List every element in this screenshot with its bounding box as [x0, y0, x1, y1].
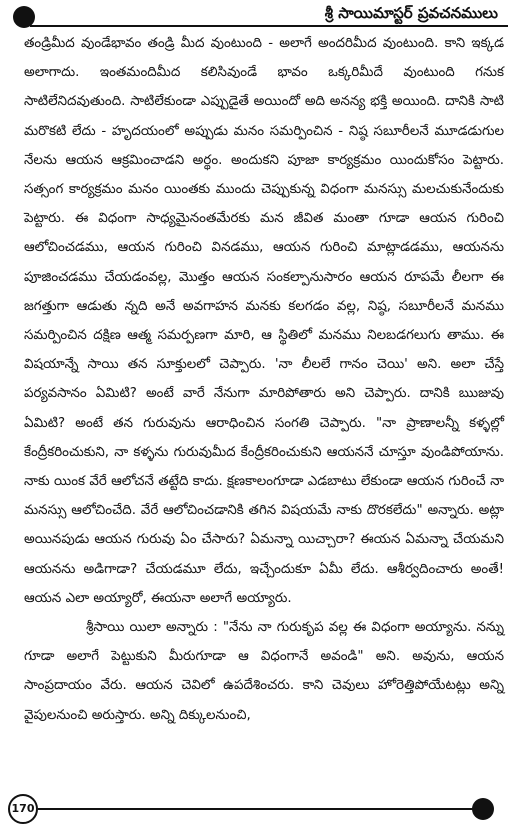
paragraph-1: తండ్రిమీద వుండేభావం తండ్రి మీద వుంటుంది - అలాగే అందరిమీద వుంటుంది. కాని ఇక్కడ అలాగాదు. ఇంతమందిమీద కలిసివుండే భావం ఒక్కరిమీదే వుంటుంది గనుక సాటిలేనిదవుతుంది. సాటిలేకుండా ఎప్పుడైతే అయిందో అది అనన్య భక్తి అయింది. దానికి సాటి మరొకటి లేదు - హృదయంలో అప్పుడు మనం సమర్పించిన - నిష్ఠ సబూరీలనే మూడడుగుల నేలను ఆయన ఆక్రమించాడని అర్థం. అందుకని పూజా కార్యక్రమం యిందుకోసం పెట్టారు. సత్సంగ కార్యక్రమం మనం యింతకు ముందు చెప్పుకున్న విధంగా మనస్సు మలచుకునేందుకు పెట్టారు. ఈ విధంగా సాధ్యమైనంతమేరకు మన జీవిత మంతా గూడా ఆయన గురించి ఆలోచించడము, ఆయన గురించి వినడము, ఆయన గురించి మాట్లాడడము, ఆయనను పూజించడము చేయడంవల్ల, మొత్తం ఆయన సంకల్పానుసారం ఆయన రూపమే లీలగా ఈ జగత్తుగా ఆడుతు న్నది అనే అవగాహన మనకు కలగడం వల్ల, నిష్ఠ, సబూరీలనే మనము సమర్పించిన దక్షిణ ఆత్మ సమర్పణగా మారి, ఆ స్థితిలో మనము నిలబడగలుగు తాము. ఈ విషయాన్నే సాయి తన సూక్తులలో చెప్పారు. 'నా లీలలే గానం చెయి' అని. అలా చేస్తే పర్యవసానం ఏమిటి? అంటే వారే నేనుగా మారిపోతారు అని చెప్పారు. దానికి ఋజువు ఏమిటి? అంటే తన గురువును ఆరాధించిన సంగతి చెప్పారు. "నా ప్రాణాలన్నీ కళ్ళల్లో కేంద్రీకరించుకుని, నా కళ్ళను గురువుమీద కేంద్రీకరించుకుని ఆయననే చూస్తూ వుండిపోయాను. నాకు యింక వేరే ఆలోచనే తట్టేది కాదు. క్షణకాలంగూడా ఎడబాటు లేకుండా ఆయన గురించే నా మనస్సు ఆలోచించేది. వేరే ఆలోచించడానికి తగిన విషయమే నాకు దొరకలేదు" అన్నారు. అట్లా అయినపుడు ఆయన గురువు ఏం చేసారు? ఏమన్నా యిచ్చారా? ఈయన ఏమన్నా చేయమని ఆయనను అడిగాడా? చేయడమూ లేదు, ఇచ్చేందుకూ ఏమీ లేదు. ఆశీర్వదించారు అంతే! ఆయన ఎలా అయ్యారో, ఈయనా అలాగే అయ్యారు.: [24, 36, 504, 606]
running-title: శ్రీ సాయిమాస్టర్ ప్రవచనములు: [324, 4, 498, 22]
header-rule: [30, 25, 508, 27]
body-text: [24, 29, 504, 730]
paragraph-2: శ్రీసాయి యిలా అన్నారు : "నేను నా గురుకృప వల్ల ఈ విధంగా అయ్యాను. నన్ను గూడా అలాగే పెట్టుకుని మీరుగూడా ఆ విధంగానే అవండి" అని. అవును, ఆయన సాంప్రదాయం వేరు. ఆయన చెవిలో ఉపదేశించరు. కాని చెవులు హోరెత్తిపోయేటట్లు అన్ని వైపులనుంచి అరుస్తారు. అన్ని దిక్కులనుంచి,: [24, 620, 504, 723]
footer-bullet-dot: [472, 798, 494, 820]
page-footer: [0, 788, 520, 826]
footer-rule: [38, 808, 478, 810]
page-number: 170: [8, 794, 38, 824]
